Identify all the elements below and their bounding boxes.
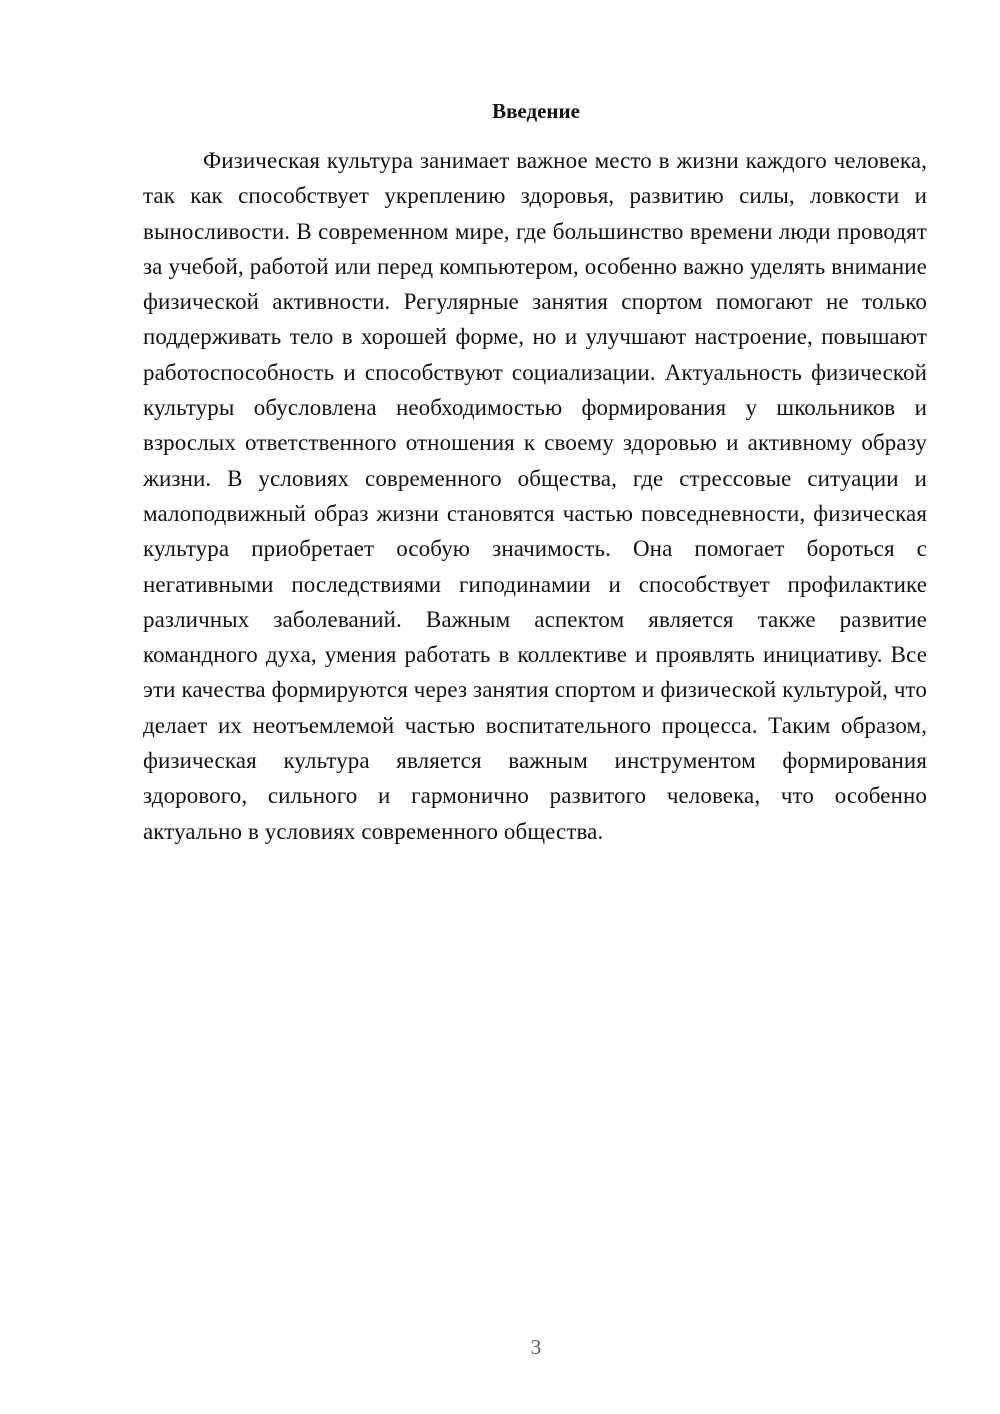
section-heading-text: Введение — [492, 99, 580, 123]
page-number: 3 — [530, 1335, 542, 1359]
body-paragraph: Физическая культура занимает важное место в жизни каждого человека, так как способствует укреплению здоровья, развитию силы, ловкости и выносливости. В современном мире, где большинство времени люди проводят за учебой, работой или перед компьютером, особенно важно уделять внимание физической активности. Регулярные занятия спортом помогают не только поддерживать тело в хорошей форме, но и улучшают настроение, повышают работоспособность и способствуют социализации. Актуальность физической культуры обусловлена необходимостью формирования у школьников и взрослых ответственного отношения к своему здоровью и активному образу жизни. В условиях современного общества, где стрессовые ситуации и малоподвижный образ жизни становятся частью повседневности, физическая культура приобретает особую значимость. Она помогает бороться с негативными последствиями гиподинамии и способствует профилактике различных заболеваний. Важным аспектом является также развитие командного духа, умения работать в коллективе и проявлять инициативу. Все эти качества формируются через занятия спортом и физической культурой, что делает их неотъемлемой частью воспитательного процесса. Таким образом, физическая культура является важным инструментом формирования здорового, сильного и гармонично развитого человека, что особенно актуально в условиях современного общества. — [143, 148, 927, 844]
section-heading — [0, 96, 1000, 126]
